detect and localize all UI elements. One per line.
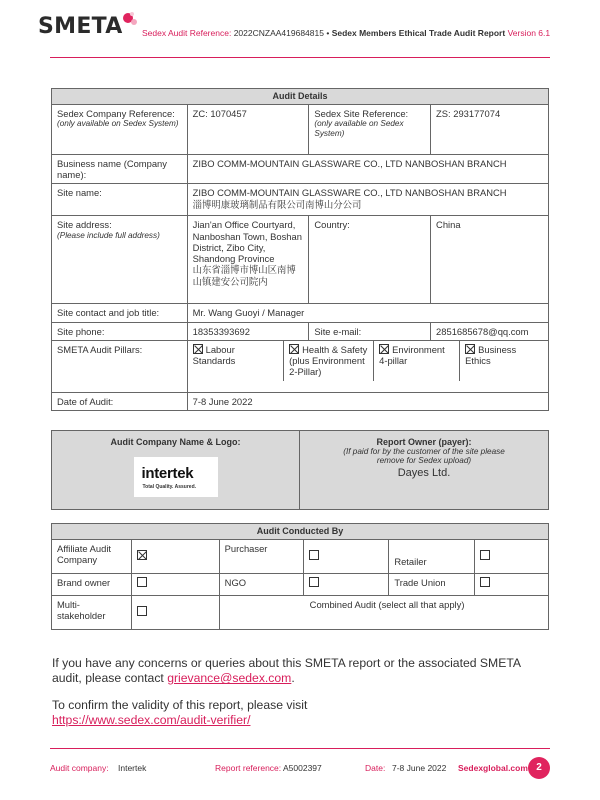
- footer-company-value: Intertek: [118, 763, 147, 773]
- pillar-labour[interactable]: Labour Standards: [188, 341, 284, 381]
- smeta-logo: SMETA: [38, 14, 123, 39]
- report-owner-label: Report Owner (payer):: [376, 437, 472, 447]
- intertek-logo-tagline: Total Quality. Assured.: [142, 484, 197, 490]
- footer-company-label: Audit company:: [50, 763, 109, 773]
- company-ref-value: ZC: 1070457: [187, 104, 309, 154]
- ngo-checkbox-icon[interactable]: [309, 577, 319, 587]
- phone-value: 18353393692: [187, 322, 309, 340]
- country-value: China: [431, 216, 549, 304]
- header-divider: [50, 57, 550, 58]
- multi-stakeholder-label: Multi-stakeholder: [52, 595, 132, 629]
- business-name-label: Business name (Company name):: [52, 154, 188, 184]
- purchaser-checkbox-icon[interactable]: [309, 550, 319, 560]
- pillar-ethics[interactable]: Business Ethics: [465, 343, 517, 367]
- country-label: Country:: [309, 216, 431, 304]
- audit-company-cell: [52, 431, 300, 509]
- brand-owner-checkbox-icon[interactable]: [137, 577, 147, 587]
- site-name-label: Site name:: [52, 184, 188, 216]
- audit-details-title: Audit Details: [52, 89, 549, 105]
- intertek-logo-text: intertek: [141, 465, 194, 482]
- multi-stakeholder-checkbox[interactable]: [131, 595, 219, 629]
- health-checkbox-icon[interactable]: [289, 344, 299, 354]
- audit-details-table: [51, 88, 549, 411]
- retailer-checkbox[interactable]: [475, 539, 549, 573]
- ref-label: Sedex Audit Reference:: [142, 28, 232, 38]
- site-name-value: ZIBO COMM-MOUNTAIN GLASSWARE CO., LTD NANBOSHAN BRANCH 淄博明康玻璃制品有限公司南博山分公司: [187, 184, 548, 216]
- date-value: 7-8 June 2022: [187, 392, 548, 410]
- bullet: •: [326, 28, 330, 38]
- footer-divider: [50, 748, 550, 749]
- contact-label: Site contact and job title:: [52, 304, 188, 322]
- report-owner-cell: [300, 431, 548, 509]
- date-label: Date of Audit:: [52, 392, 188, 410]
- smeta-logo-dots-icon: [120, 10, 140, 30]
- intertek-logo: [134, 457, 218, 497]
- phone-label: Site phone:: [52, 322, 188, 340]
- retailer-label: Retailer: [389, 539, 475, 573]
- audit-company-box: [51, 430, 549, 510]
- contact-value: Mr. Wang Guoyi / Manager: [187, 304, 548, 322]
- email-value: 2851685678@qq.com: [431, 322, 549, 340]
- audit-company-label: Audit Company Name & Logo:: [110, 437, 241, 447]
- footer-ref-label: Report reference:: [215, 763, 282, 773]
- brand-owner-label: Brand owner: [52, 573, 132, 595]
- labour-checkbox-icon[interactable]: [193, 344, 203, 354]
- footer-date-label: Date:: [365, 763, 386, 773]
- footer-date-value: 7-8 June 2022: [392, 763, 447, 773]
- concerns-paragraph: If you have any concerns or queries about this SMETA report or the associated SMETA audit, please contact grievance@sedex.com.: [52, 656, 521, 686]
- report-version: Version 6.1: [507, 28, 551, 38]
- brand-owner-checkbox[interactable]: [131, 573, 219, 595]
- retailer-checkbox-icon[interactable]: [480, 550, 490, 560]
- email-label: Site e-mail:: [309, 322, 431, 340]
- site-ref-value: ZS: 293177074: [431, 104, 549, 154]
- grievance-email-link[interactable]: grievance@sedex.com: [167, 671, 292, 686]
- audit-conducted-title: Audit Conducted By: [52, 524, 549, 540]
- page-header: [38, 8, 558, 58]
- affiliate-checkbox-icon[interactable]: [137, 550, 147, 560]
- page-number: 2: [528, 757, 550, 779]
- affiliate-checkbox[interactable]: [131, 539, 219, 573]
- ethics-checkbox-icon[interactable]: [465, 344, 475, 354]
- site-address-value: Jian'an Office Courtyard, Nanboshan Town, Boshan District, Zibo City, Shandong Province 山东省淄博市博山区南博山镇建安公司院内: [187, 216, 309, 304]
- trade-union-label: Trade Union: [389, 573, 475, 595]
- pillars-label: SMETA Audit Pillars:: [52, 340, 188, 392]
- ngo-checkbox[interactable]: [303, 573, 389, 595]
- report-owner-note: (If paid for by the customer of the site please remove for Sedex upload): [343, 447, 505, 465]
- confirm-paragraph: To confirm the validity of this report, please visit https://www.sedex.com/audit-verifier/: [52, 698, 542, 729]
- multi-stakeholder-checkbox-icon[interactable]: [137, 606, 147, 616]
- verifier-link[interactable]: https://www.sedex.com/audit-verifier/: [52, 713, 251, 728]
- affiliate-label: Affiliate Audit Company: [52, 539, 132, 573]
- environment-checkbox-icon[interactable]: [379, 344, 389, 354]
- audit-conducted-table: [51, 523, 549, 630]
- trade-union-checkbox[interactable]: [475, 573, 549, 595]
- site-address-label: Site address: (Please include full address): [52, 216, 188, 304]
- page-footer: [50, 763, 550, 777]
- report-title: Sedex Members Ethical Trade Audit Report: [331, 28, 506, 38]
- combined-audit-label: Combined Audit (select all that apply): [219, 595, 548, 629]
- pillar-environment[interactable]: Environment 4-pillar: [374, 341, 460, 381]
- pillar-health[interactable]: Health & Safety (plus Environment 2-Pillar): [284, 341, 374, 381]
- ngo-label: NGO: [219, 573, 303, 595]
- header-reference: [142, 28, 550, 38]
- footer-ref-value: A5002397: [283, 763, 322, 773]
- report-owner-value: Dayes Ltd.: [397, 467, 451, 479]
- trade-union-checkbox-icon[interactable]: [480, 577, 490, 587]
- purchaser-label: Purchaser: [219, 539, 303, 573]
- purchaser-checkbox[interactable]: [303, 539, 389, 573]
- site-ref-label: Sedex Site Reference: (only available on Sedex System): [309, 104, 431, 154]
- business-name-value: ZIBO COMM-MOUNTAIN GLASSWARE CO., LTD NANBOSHAN BRANCH: [187, 154, 548, 184]
- pillars-cell: [187, 340, 548, 392]
- company-ref-label: Sedex Company Reference: (only available on Sedex System): [52, 104, 188, 154]
- ref-value: 2022CNZAA419684815: [233, 28, 324, 38]
- footer-site-link[interactable]: Sedexglobal.com: [458, 763, 528, 773]
